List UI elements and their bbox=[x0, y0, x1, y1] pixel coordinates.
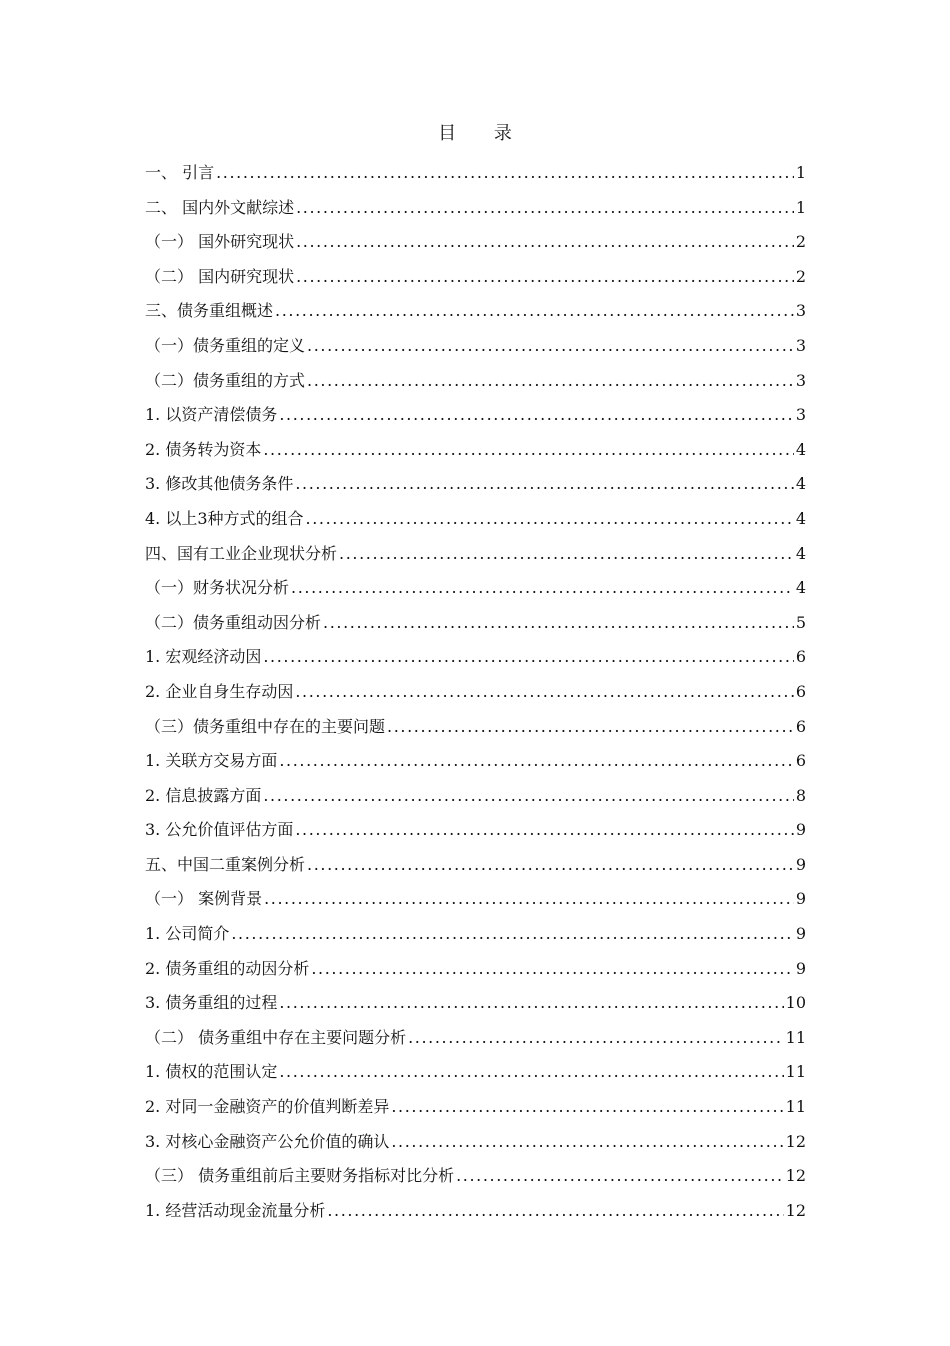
toc-entry[interactable] bbox=[145, 1125, 806, 1160]
toc-entry[interactable] bbox=[145, 1021, 806, 1056]
toc-entry-label: （二） 债务重组中存在主要问题分析 bbox=[145, 1027, 407, 1047]
toc-entry-page: 4 bbox=[795, 578, 806, 598]
toc-entry-label: （三） 债务重组前后主要财务指标对比分析 bbox=[145, 1166, 455, 1186]
toc-dot-leader bbox=[279, 398, 793, 433]
toc-entry-page: 4 bbox=[795, 474, 806, 494]
toc-dot-leader bbox=[456, 1159, 784, 1194]
toc-dot-leader bbox=[296, 191, 794, 226]
toc-entry[interactable] bbox=[145, 882, 806, 917]
toc-entry-label: 3. 债务重组的过程 bbox=[145, 993, 278, 1013]
toc-entry[interactable] bbox=[145, 156, 806, 191]
toc-entry[interactable] bbox=[145, 433, 806, 468]
toc-dot-leader bbox=[307, 329, 794, 364]
toc-entry-page: 8 bbox=[795, 785, 806, 805]
toc-dot-leader bbox=[307, 848, 794, 883]
toc-dot-leader bbox=[311, 952, 793, 987]
toc-entry-label: 3. 公允价值评估方面 bbox=[145, 820, 294, 840]
toc-entry[interactable] bbox=[145, 848, 806, 883]
toc-dot-leader bbox=[263, 433, 793, 468]
toc-entry[interactable] bbox=[145, 640, 806, 675]
toc-dot-leader bbox=[391, 1090, 783, 1125]
toc-entry[interactable] bbox=[145, 329, 806, 364]
toc-entry-label: 1. 关联方交易方面 bbox=[145, 751, 278, 771]
toc-entry-page: 9 bbox=[795, 820, 806, 840]
toc-entry-label: 2. 信息披露方面 bbox=[145, 785, 262, 805]
toc-dot-leader bbox=[231, 917, 793, 952]
toc-entry-label: （一）财务状况分析 bbox=[145, 578, 290, 598]
toc-entry-page: 9 bbox=[795, 854, 806, 874]
toc-title: 目 录 bbox=[438, 123, 528, 144]
toc-entry-label: 1. 以资产清偿债务 bbox=[145, 405, 278, 425]
toc-dot-leader bbox=[391, 1125, 783, 1160]
toc-dot-leader bbox=[296, 260, 794, 295]
toc-entry-page: 10 bbox=[785, 993, 806, 1013]
toc-dot-leader bbox=[339, 537, 794, 572]
toc-entry-label: 1. 债权的范围认定 bbox=[145, 1062, 278, 1082]
toc-entry-page: 4 bbox=[795, 439, 806, 459]
toc-entry[interactable] bbox=[145, 710, 806, 745]
toc-dot-leader bbox=[279, 986, 783, 1021]
toc-entry-page: 3 bbox=[795, 370, 806, 390]
toc-entry[interactable] bbox=[145, 744, 806, 779]
toc-entry-page: 2 bbox=[795, 266, 806, 286]
toc-entry[interactable] bbox=[145, 1055, 806, 1090]
toc-entry-page: 1 bbox=[795, 163, 806, 182]
toc-entry[interactable] bbox=[145, 1090, 806, 1125]
toc-entry-label: 1. 经营活动现金流量分析 bbox=[145, 1200, 326, 1220]
toc-dot-leader bbox=[296, 225, 794, 260]
toc-entry-page: 12 bbox=[785, 1166, 806, 1186]
toc-entry-label: 2. 债务重组的动因分析 bbox=[145, 958, 310, 978]
toc-entry-label: 2. 债务转为资本 bbox=[145, 439, 262, 459]
toc-dot-leader bbox=[279, 744, 793, 779]
toc-entry[interactable] bbox=[145, 1194, 806, 1229]
toc-entry-label: 二、 国内外文献综述 bbox=[145, 197, 295, 217]
toc-entry-page: 12 bbox=[785, 1200, 806, 1220]
toc-entry[interactable] bbox=[145, 260, 806, 295]
toc-entry-page: 6 bbox=[795, 681, 806, 701]
toc-entry-page: 11 bbox=[785, 1097, 806, 1117]
toc-dot-leader bbox=[263, 640, 793, 675]
toc-entry[interactable] bbox=[145, 571, 806, 606]
toc-entry[interactable] bbox=[145, 952, 806, 987]
toc-entry-label: 一、 引言 bbox=[145, 163, 215, 182]
toc-entry-label: 四、国有工业企业现状分析 bbox=[145, 543, 338, 563]
toc-entry-label: （二）债务重组的方式 bbox=[145, 370, 306, 390]
toc-entry-label: 三、债务重组概述 bbox=[145, 301, 274, 321]
toc-entry-page: 5 bbox=[795, 612, 806, 632]
toc-entry-page: 6 bbox=[795, 716, 806, 736]
toc-entry-label: （三）债务重组中存在的主要问题 bbox=[145, 716, 386, 736]
toc-entry-page: 3 bbox=[795, 301, 806, 321]
toc-entry[interactable] bbox=[145, 294, 806, 329]
toc-entry-label: 2. 企业自身生存动因 bbox=[145, 681, 294, 701]
toc-entry-page: 2 bbox=[795, 232, 806, 252]
toc-dot-leader bbox=[275, 294, 794, 329]
toc-entry-label: （一） 案例背景 bbox=[145, 889, 263, 909]
toc-entry-page: 9 bbox=[795, 889, 806, 909]
toc-entry-page: 4 bbox=[795, 508, 806, 528]
toc-entry[interactable] bbox=[145, 779, 806, 814]
toc-dot-leader bbox=[327, 1194, 783, 1229]
toc-entry-label: 2. 对同一金融资产的价值判断差异 bbox=[145, 1097, 390, 1117]
toc-dot-leader bbox=[216, 156, 794, 191]
toc-entry-label: 1. 宏观经济动因 bbox=[145, 647, 262, 667]
toc-dot-leader bbox=[263, 779, 793, 814]
toc-entry[interactable] bbox=[145, 537, 806, 572]
toc-entry-label: 五、中国二重案例分析 bbox=[145, 854, 306, 874]
toc-entry-label: （一）债务重组的定义 bbox=[145, 335, 306, 355]
toc-entry-page: 12 bbox=[785, 1131, 806, 1151]
toc-entry[interactable] bbox=[145, 398, 806, 433]
toc-dot-leader bbox=[264, 882, 794, 917]
toc-dot-leader bbox=[279, 1055, 783, 1090]
toc-dot-leader bbox=[291, 571, 794, 606]
toc-entry[interactable] bbox=[145, 364, 806, 399]
toc-entry[interactable] bbox=[145, 191, 806, 226]
toc-entry-page: 9 bbox=[795, 924, 806, 944]
toc-entry-page: 1 bbox=[795, 197, 806, 217]
toc-entry-page: 6 bbox=[795, 751, 806, 771]
toc-entry[interactable] bbox=[145, 502, 806, 537]
toc-entry[interactable] bbox=[145, 467, 806, 502]
toc-entry[interactable] bbox=[145, 813, 806, 848]
toc-entry-label: 4. 以上3种方式的组合 bbox=[145, 508, 304, 528]
toc-entry[interactable] bbox=[145, 675, 806, 710]
toc-entry[interactable] bbox=[145, 606, 806, 641]
toc-entry-label: 3. 修改其他债务条件 bbox=[145, 474, 294, 494]
toc-dot-leader bbox=[295, 813, 793, 848]
toc-entry-page: 11 bbox=[785, 1027, 806, 1047]
toc-entry-page: 4 bbox=[795, 543, 806, 563]
toc-entry[interactable] bbox=[145, 986, 806, 1021]
toc-entry[interactable] bbox=[145, 1159, 806, 1194]
toc-dot-leader bbox=[387, 710, 794, 745]
toc-dot-leader bbox=[306, 502, 794, 537]
toc-entry-label: （二） 国内研究现状 bbox=[145, 266, 295, 286]
toc-entry-label: 1. 公司简介 bbox=[145, 924, 230, 944]
toc-entry-page: 3 bbox=[795, 405, 806, 425]
toc-entry-page: 3 bbox=[795, 335, 806, 355]
toc-entry-label: （二）债务重组动因分析 bbox=[145, 612, 322, 632]
toc-dot-leader bbox=[307, 364, 794, 399]
toc-entry-page: 11 bbox=[785, 1062, 806, 1082]
toc-entry[interactable] bbox=[145, 225, 806, 260]
toc-entry-label: 3. 对核心金融资产公允价值的确认 bbox=[145, 1131, 390, 1151]
toc-entry-label: （一） 国外研究现状 bbox=[145, 232, 295, 252]
toc-list bbox=[145, 156, 806, 1228]
toc-entry-page: 9 bbox=[795, 958, 806, 978]
toc-dot-leader bbox=[295, 467, 793, 502]
toc-entry-page: 6 bbox=[795, 647, 806, 667]
toc-dot-leader bbox=[408, 1021, 784, 1056]
toc-dot-leader bbox=[295, 675, 793, 710]
toc-dot-leader bbox=[323, 606, 794, 641]
toc-entry[interactable] bbox=[145, 917, 806, 952]
